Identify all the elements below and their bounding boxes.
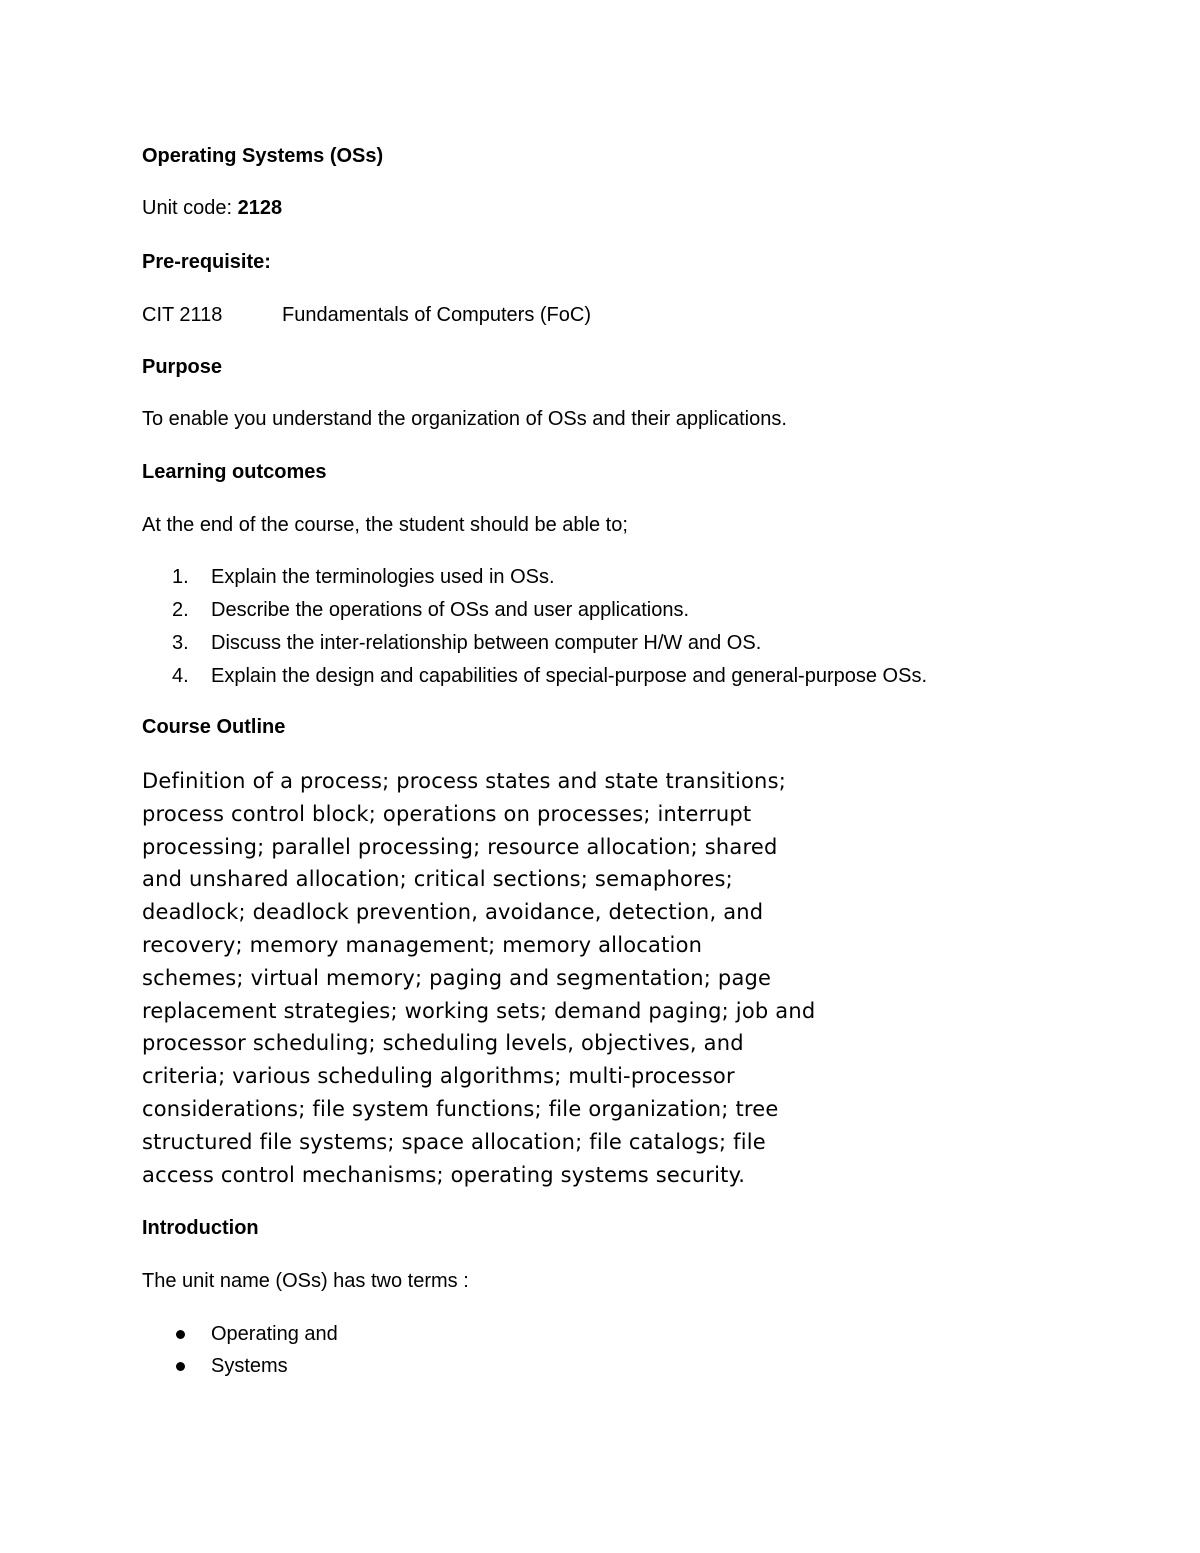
course-outline-line: structured file systems; space allocation; file catalogs; file — [142, 1129, 766, 1154]
list-item — [0, 630, 1200, 656]
list-item — [0, 1353, 1200, 1379]
list-item-text: Describe the operations of OSs and user applications. — [211, 599, 690, 621]
course-outline-line: criteria; various scheduling algorithms; multi-processor — [142, 1064, 735, 1089]
course-outline-line: deadlock; deadlock prevention, avoidance, detection, and — [142, 900, 764, 925]
unit-code-label: Unit code: — [142, 197, 238, 219]
course-outline-line: process control block; operations on processes; interrupt — [142, 801, 752, 826]
introduction-text: The unit name (OSs) has two terms : — [142, 1270, 469, 1292]
list-item-text: Operating and — [211, 1323, 338, 1345]
course-outline-line: access control mechanisms; operating systems security. — [142, 1162, 746, 1187]
prerequisite-name: Fundamentals of Computers (FoC) — [282, 304, 592, 326]
learning-outcomes-intro: At the end of the course, the student should be able to; — [142, 514, 628, 536]
list-item-number: 3. — [172, 632, 189, 654]
purpose-text: To enable you understand the organization of OSs and their applications. — [142, 408, 787, 430]
course-outline-line: processor scheduling; scheduling levels, objectives, and — [142, 1031, 744, 1056]
course-outline-line: and unshared allocation; critical sections; semaphores; — [142, 867, 733, 892]
list-item — [0, 1321, 1200, 1347]
list-item-text: Systems — [211, 1355, 288, 1377]
course-outline-line: considerations; file system functions; file organization; tree — [142, 1096, 779, 1121]
list-item-text: Explain the design and capabilities of special-purpose and general-purpose OSs. — [211, 665, 928, 687]
bullet-icon — [176, 1330, 185, 1339]
course-outline-line: processing; parallel processing; resource allocation; shared — [142, 834, 778, 859]
list-item-number: 4. — [172, 665, 189, 687]
list-item-number: 1. — [172, 566, 189, 588]
course-outline-text — [142, 765, 942, 1191]
list-item-number: 2. — [172, 599, 189, 621]
course-outline-line: replacement strategies; working sets; demand paging; job and — [142, 998, 816, 1023]
course-outline-line: recovery; memory management; memory allocation — [142, 932, 703, 957]
list-item — [0, 663, 1200, 689]
course-outline-heading: Course Outline — [142, 716, 286, 738]
course-outline-line: Definition of a process; process states and state transitions; — [142, 769, 786, 793]
unit-code-line — [142, 195, 282, 221]
unit-code-value: 2128 — [237, 197, 283, 219]
purpose-heading: Purpose — [142, 356, 223, 378]
prerequisite-heading: Pre-requisite: — [142, 251, 271, 273]
learning-outcomes-heading: Learning outcomes — [142, 461, 327, 483]
document-title: Operating Systems (OSs) — [142, 145, 384, 167]
list-item-text: Discuss the inter-relationship between computer H/W and OS. — [211, 632, 762, 654]
list-item — [0, 597, 1200, 623]
list-item — [0, 564, 1200, 590]
prerequisite-code: CIT 2118 — [142, 304, 223, 326]
bullet-icon — [176, 1362, 185, 1371]
introduction-heading: Introduction — [142, 1217, 259, 1239]
list-item-text: Explain the terminologies used in OSs. — [211, 566, 555, 588]
course-outline-line: schemes; virtual memory; paging and segmentation; page — [142, 965, 772, 990]
